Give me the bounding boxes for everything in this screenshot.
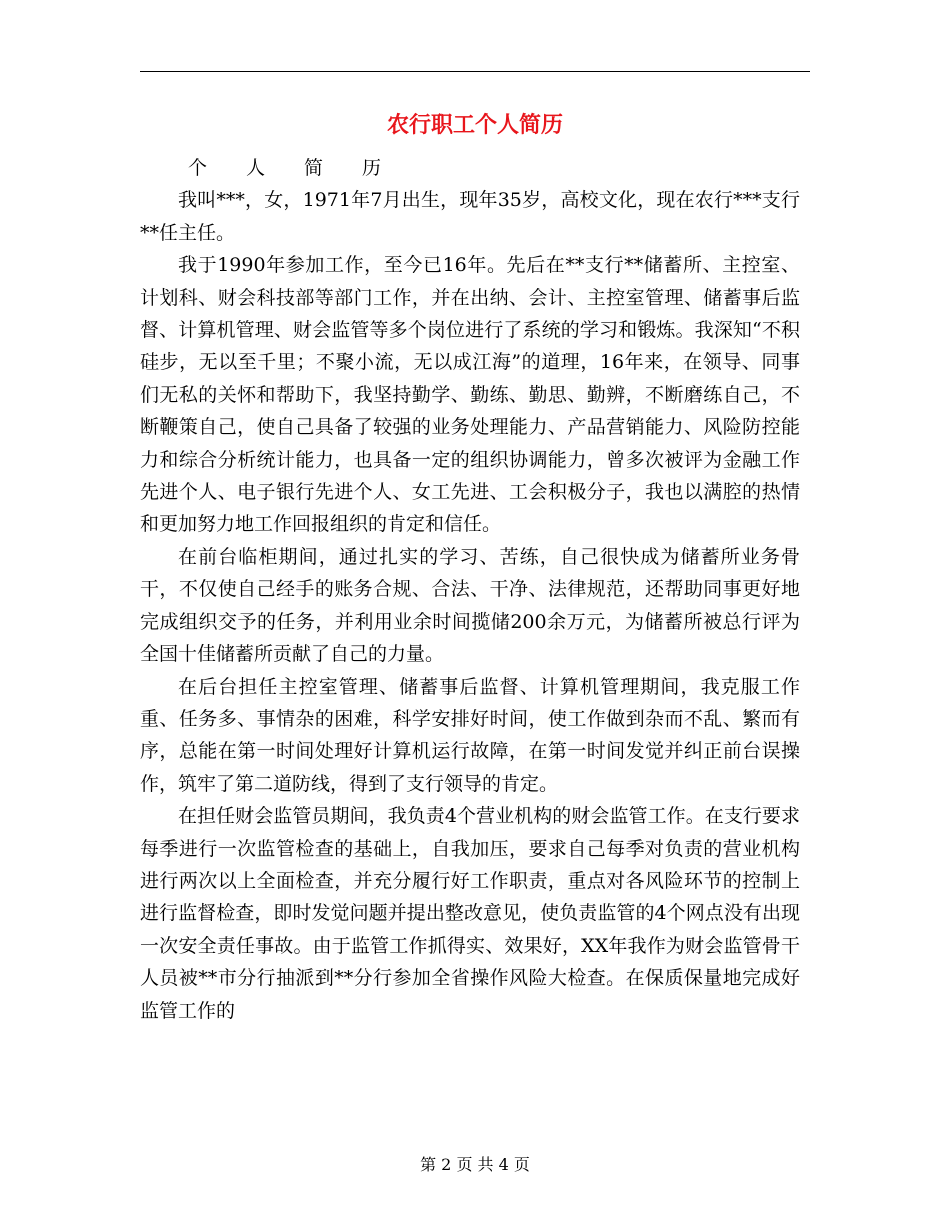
- page-number: 第 2 页 共 4 页: [420, 1155, 530, 1174]
- subtitle-char: 人: [246, 157, 266, 179]
- document-body: [140, 152, 800, 1027]
- paragraph-back-office: 在后台担任主控室管理、储蓄事后监督、计算机管理期间，我克服工作重、任务多、事情杂的困难，科学安排好时间，使工作做到杂而不乱、繁而有序，总能在第一时间处理好计算机运行故障，在第一时间发觉并纠正前台误操作，筑牢了第二道防线，得到了支行领导的肯定。: [140, 675, 800, 795]
- document-title: 农行职工个人简历: [386, 112, 563, 138]
- paragraph-supervision: 在担任财会监管员期间，我负责4个营业机构的财会监管工作。在支行要求每季进行一次监管检查的基础上，自我加压，要求自己每季对负责的营业机构进行两次以上全面检查，并充分履行好工作职责，重点对各风险环节的控制上进行监督检查，即时发觉问题并提出整改意见，使负责监管的4个网点没有出现一次安全责任事故。由于监管工作抓得实、效果好，XX年我作为财会监管骨干人员被**市分行抽派到**分行参加全省操作风险大检查。在保质保量地完成好监管工作的: [140, 805, 800, 1022]
- section-subtitle: [140, 152, 800, 184]
- header-rule: [140, 71, 810, 72]
- subtitle-char: 个: [188, 157, 208, 179]
- subtitle-char: 简: [304, 157, 324, 179]
- paragraph-intro: 我叫***，女，1971年7月出生，现年35岁，高校文化，现在农行***支行**任主任。: [140, 189, 800, 244]
- subtitle-char: 历: [362, 157, 382, 179]
- paragraph-front-desk: 在前台临柜期间，通过扎实的学习、苦练，自己很快成为储蓄所业务骨干，不仅使自己经手的账务合规、合法、干净、法律规范，还帮助同事更好地完成组织交予的任务，并利用业余时间揽储200余万元，为储蓄所被总行评为全国十佳储蓄所贡献了自己的力量。: [140, 545, 800, 666]
- paragraph-career: 我于1990年参加工作，至今已16年。先后在**支行**储蓄所、主控室、计划科、财会科技部等部门工作，并在出纳、会计、主控室管理、储蓄事后监督、计算机管理、财会监管等多个岗位进行了系统的学习和锻炼。我深知“不积硅步，无以至千里；不聚小流，无以成江海”的道理，16年来，在领导、同事们无私的关怀和帮助下，我坚持勤学、勤练、勤思、勤辨，不断磨练自己，不断鞭策自己，使自己具备了较强的业务处理能力、产品营销能力、风险防控能力和综合分析统计能力，也具备一定的组织协调能力，曾多次被评为金融工作先进个人、电子银行先进个人、女工先进、工会积极分子，我也以满腔的热情和更加努力地工作回报组织的肯定和信任。: [140, 254, 800, 536]
